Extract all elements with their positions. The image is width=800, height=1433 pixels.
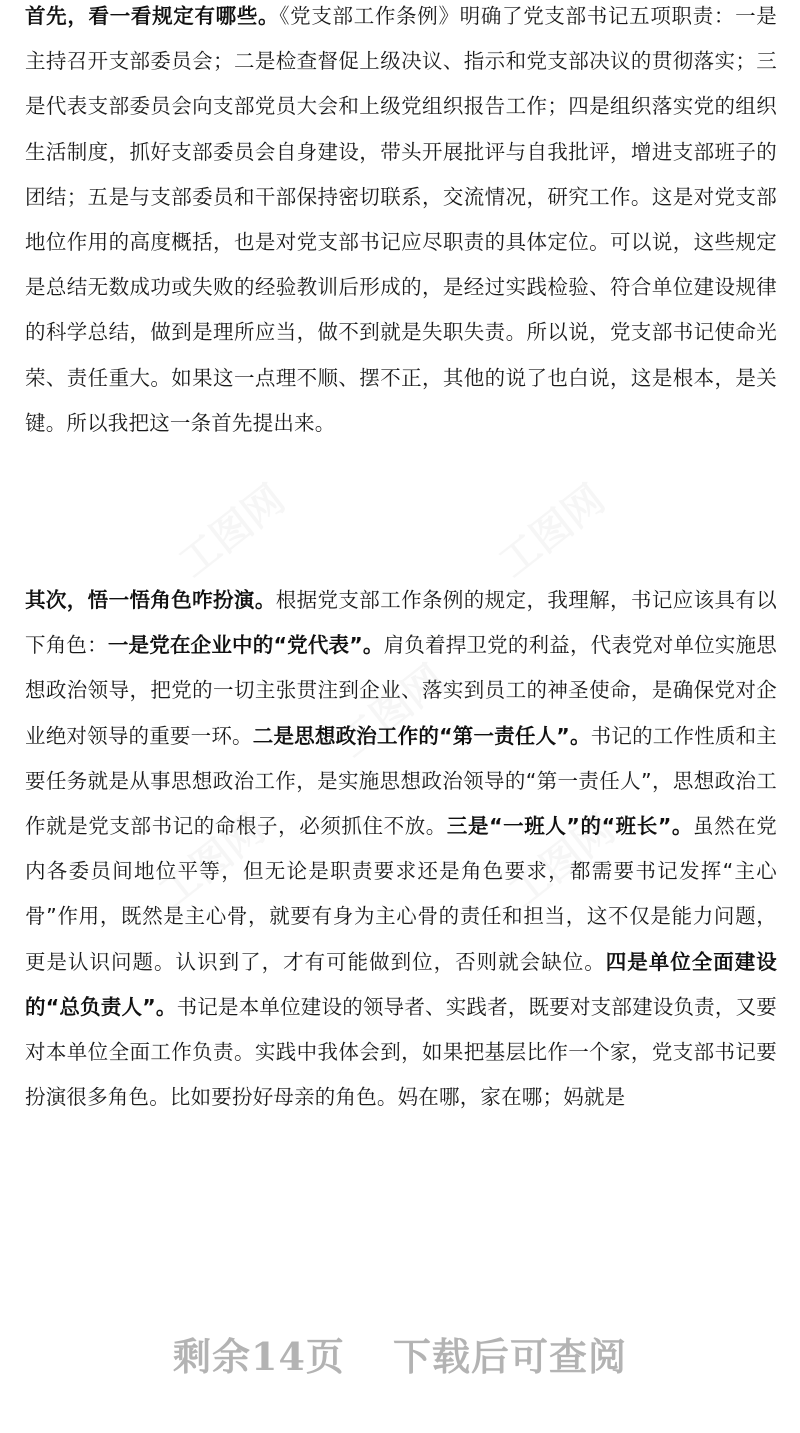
download-to-view-label[interactable]: 下载后可查阅 — [392, 1334, 627, 1379]
paragraph-text: 虽然在党内各委员间地位平等，但无论是职责要求还是角色要求，都需要书记发挥“主心骨”作用，既然是主心骨，就要有身为主心骨的责任和担当，这不仅是能力问题，更是认识问题。认识到了，才有可能做到位，否则就会缺位。 — [25, 814, 777, 974]
watermark — [485, 469, 615, 588]
paragraph-text: 肩负着捍卫党的利益，代表党对单位实施思想政治领导，把党的一切主张贯注到企业、落实到员工的神圣使命，是确保党对企业绝对领导的重要一环。 — [25, 633, 777, 748]
role-heading-squad-leader: 三是“一班人”的“班长”。 — [446, 814, 694, 839]
download-prompt[interactable] — [0, 1326, 800, 1381]
section-heading-second: 其次，悟一悟角色咋扮演。 — [25, 588, 276, 612]
paragraph-text: 根据党支部工作条例的规定，我理解，书记应该具有以下角色： — [25, 588, 777, 658]
section-heading-first: 首先，看一看规定有哪些。 — [25, 4, 280, 28]
paragraph-first-section — [25, 0, 777, 446]
role-heading-party-representative: 一是党在企业中的“党代表”。 — [107, 633, 384, 658]
watermark — [165, 469, 295, 588]
paragraph-second-section — [25, 578, 777, 1120]
role-heading-first-responsible: 二是思想政治工作的“第一责任人”。 — [252, 723, 591, 748]
role-heading-general-responsible: 四是单位全面建设的“总负责人”。 — [25, 949, 777, 1019]
paragraph-text: 《党支部工作条例》明确了党支部书记五项职责：一是主持召开支部委员会；二是检查督促上级决议、指示和党支部决议的贯彻落实；三是代表支部委员会向支部党员大会和上级党组织报告工作；四是组织落实党的组织生活制度，抓好支部委员会自身建设，带头开展批评与自我批评，增进支部班子的团结；五是与支部委员和干部保持密切联系，交流情况，研究工作。这是对党支部地位作用的高度概括，也是对党支部书记应尽职责的具体定位。可以说，这些规定是总结无数成功或失败的经验教训后形成的，是经过实践检验、符合单位建设规律的科学总结，做到是理所应当，做不到就是失职失责。所以说，党支部书记使命光荣、责任重大。如果这一点理不顺、摆不正，其他的说了也白说，这是根本，是关键。所以我把这一条首先提出来。 — [25, 4, 777, 435]
remaining-pages-label[interactable]: 剩余14页 — [173, 1334, 345, 1379]
paragraph-text: 书记的工作性质和主要任务就是从事思想政治工作，是实施思想政治领导的“第一责任人”，思想政治工作就是党支部书记的命根子，必须抓住不放。 — [25, 723, 777, 839]
paragraph-text: 书记是本单位建设的领导者、实践者，既要对支部建设负责，又要对本单位全面工作负责。实践中我体会到，如果把基层比作一个家，党支部书记要扮演很多角色。比如要扮好母亲的角色。妈在哪，家在哪；妈就是 — [25, 994, 777, 1110]
